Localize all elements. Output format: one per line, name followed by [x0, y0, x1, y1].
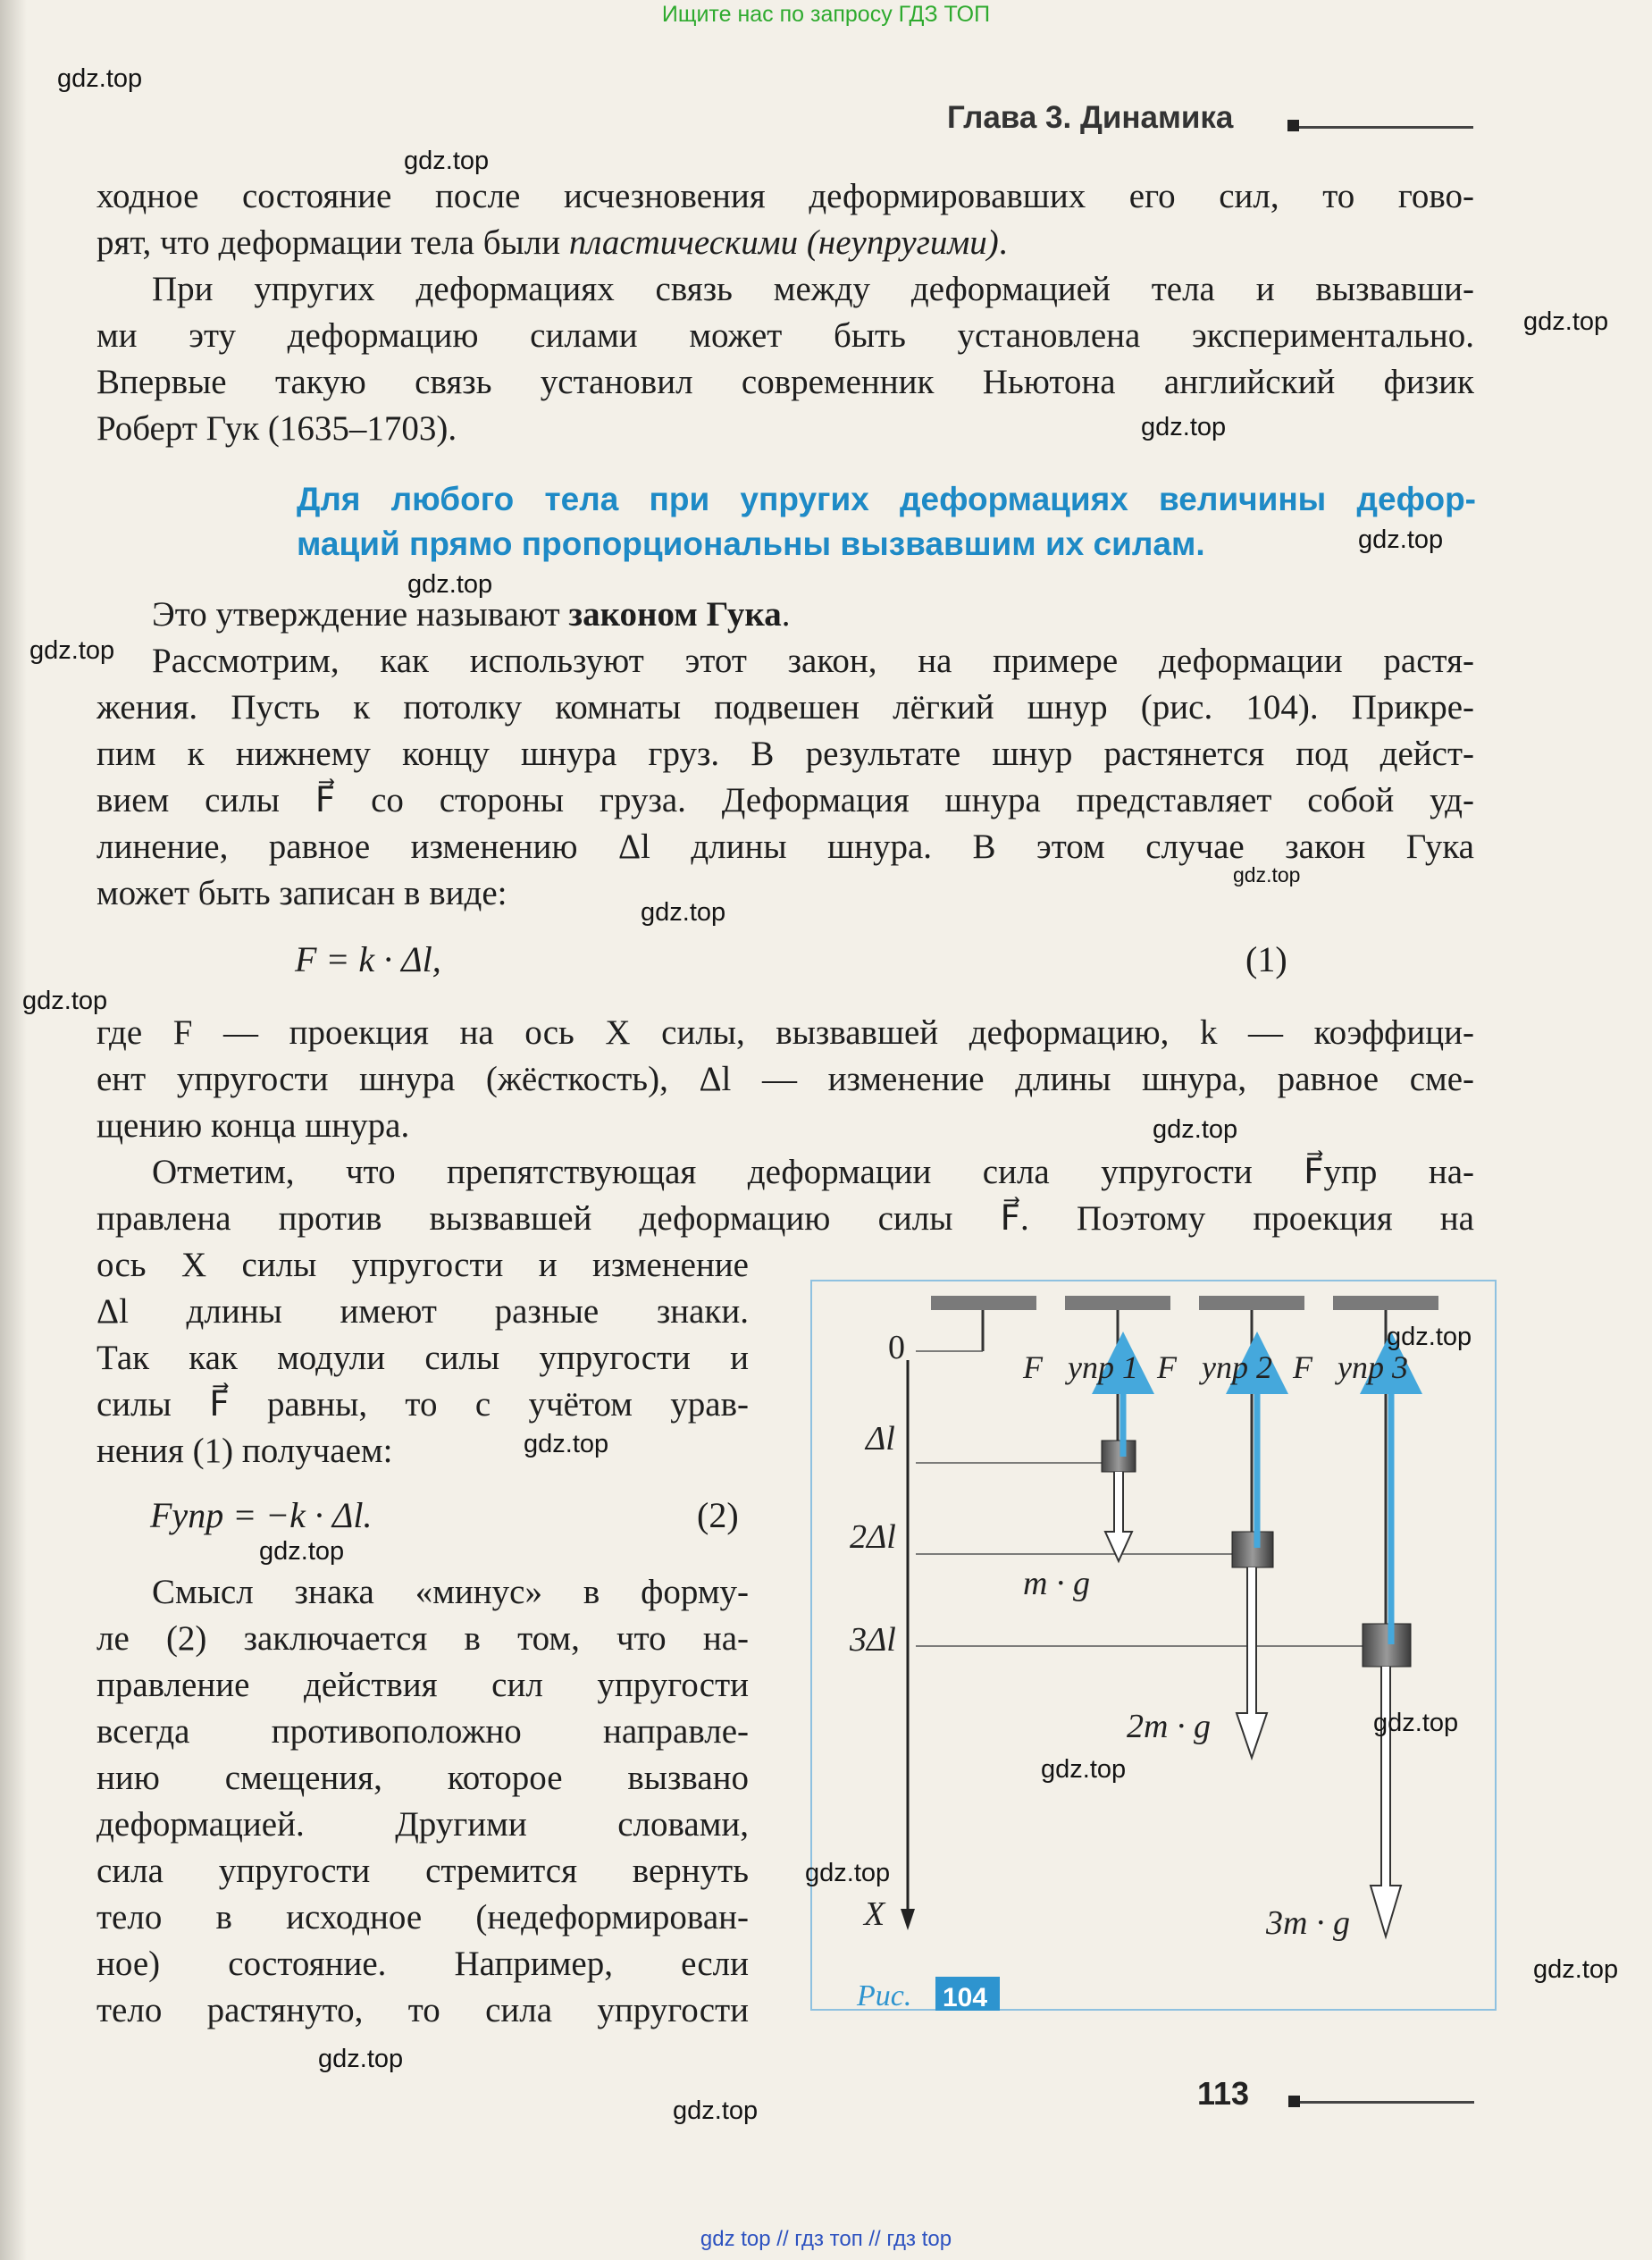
force-label: F⃗упр 3	[1293, 1349, 1408, 1385]
text-line: Отметим, что препятствующая деформации сила упругости F⃗упр на-	[152, 1153, 1474, 1191]
text-line: вием силы F⃗ со стороны груза. Деформация шнура представляет собой уд-	[96, 781, 1474, 819]
watermark[interactable]: gdz.top	[29, 636, 115, 665]
header-square	[1287, 120, 1299, 131]
header-rule	[1299, 126, 1473, 129]
text-line: силы F⃗ равны, то с учётом урав-	[96, 1385, 749, 1424]
watermark[interactable]: gdz.top	[404, 147, 490, 175]
force-label: F⃗упр 2	[1157, 1349, 1272, 1385]
watermark[interactable]: gdz.top	[1233, 863, 1301, 886]
watermark[interactable]: gdz.top	[22, 987, 108, 1015]
text-line: ось X силы упругости и изменение	[96, 1246, 749, 1284]
page-number: 113	[1197, 2075, 1250, 2112]
watermark[interactable]: gdz.top	[1373, 1709, 1459, 1737]
text-line: правлена против вызвавшей деформацию силы F⃗. Поэтому проекция на	[96, 1199, 1474, 1238]
text-line: ле (2) заключается в том, что на-	[96, 1619, 749, 1658]
text-line: Впервые такую связь установил современник Ньютона английский физик	[96, 363, 1474, 401]
footer-rule	[1300, 2101, 1474, 2104]
text-line: деформацией. Другими словами,	[96, 1805, 749, 1844]
watermark[interactable]: gdz.top	[524, 1430, 609, 1458]
ceiling-segment	[931, 1296, 1036, 1310]
text-line: Это утверждение называют законом Гука.	[152, 595, 791, 634]
text-line: ент упругости шнура (жёсткость), Δl — изменение длины шнура, равное сме-	[96, 1060, 1474, 1098]
watermark[interactable]: gdz.top	[641, 898, 726, 927]
chapter-header: Глава 3. Динамика	[947, 100, 1234, 135]
watermark[interactable]: gdz.top	[1153, 1115, 1238, 1144]
text-line: где F — проекция на ось X силы, вызвавшей деформацию, k — коэффици-	[96, 1013, 1474, 1052]
tick-label: Δl	[866, 1420, 895, 1458]
formula-2-number: (2)	[697, 1495, 739, 1535]
weight-label: m · g⃗	[1023, 1565, 1117, 1602]
text-line: ми эту деформацию силами может быть установлена экспериментально.	[96, 316, 1474, 355]
bottom-banner[interactable]: gdz top // гдз топ // гдз top	[700, 2227, 952, 2251]
text-line: тело в исходное (недеформирован-	[96, 1898, 749, 1937]
text-line: Δl длины имеют разные знаки.	[96, 1292, 749, 1331]
watermark[interactable]: gdz.top	[1141, 413, 1227, 441]
watermark[interactable]: gdz.top	[1387, 1323, 1472, 1351]
text-line: Рассмотрим, как используют этот закон, на примере деформации растя-	[152, 642, 1474, 680]
text-line: щению конца шнура.	[96, 1106, 410, 1145]
watermark[interactable]: gdz.top	[805, 1859, 891, 1887]
formula-1-number: (1)	[1245, 939, 1287, 979]
force-gravity-3	[1371, 1667, 1401, 1937]
text-line: правление действия сил упругости	[96, 1666, 749, 1704]
text-line: Смысл знака «минус» в форму-	[152, 1573, 749, 1611]
text-line: пим к нижнему концу шнура груз. В результате шнур растянется под дейст-	[96, 735, 1474, 773]
weight-2	[1232, 1532, 1273, 1567]
text-line: сила упругости стремится вернуть	[96, 1852, 749, 1890]
text-line: тело растянуто, то сила упругости	[96, 1991, 749, 2029]
tick-label: 3Δl	[850, 1621, 896, 1659]
text-line: При упругих деформациях связь между деформацией тела и вызвавши-	[152, 270, 1474, 308]
page-binding-shadow	[0, 0, 27, 2260]
text-line: рят, что деформации тела были пластическими (неупругими).	[96, 223, 1008, 262]
weight-3	[1363, 1624, 1411, 1667]
ceiling-segment	[1065, 1296, 1170, 1310]
text-line: нию смещения, которое вызвано	[96, 1759, 749, 1797]
watermark[interactable]: gdz.top	[57, 64, 143, 93]
top-banner[interactable]: Ищите нас по запросу ГДЗ ТОП	[661, 2, 991, 27]
force-label: F⃗упр 1	[1023, 1349, 1138, 1385]
watermark[interactable]: gdz.top	[318, 2045, 404, 2073]
watermark[interactable]: gdz.top	[673, 2096, 759, 2125]
force-gravity-2	[1237, 1567, 1267, 1758]
figure-number: 104	[943, 1983, 988, 2011]
weight-1	[1102, 1441, 1136, 1472]
weight-label: 3m · g⃗	[1266, 1904, 1377, 1942]
watermark[interactable]: gdz.top	[1533, 1955, 1619, 1984]
text-line: линение, равное изменению Δl длины шнура. В этом случае закон Гука	[96, 828, 1474, 866]
text-line: нения (1) получаем:	[96, 1432, 393, 1470]
watermark[interactable]: gdz.top	[259, 1537, 345, 1566]
formula-2: Fупр = −k · Δl.	[150, 1495, 373, 1535]
figure-caption: Рис.	[857, 1979, 912, 2011]
formula-1: F = k · Δl,	[295, 939, 441, 979]
law-statement: Для любого тела при упругих деформациях величины дефор-	[297, 481, 1476, 517]
text-line: Так как модули силы упругости и	[96, 1339, 749, 1377]
footer-square	[1288, 2096, 1300, 2107]
tick-label: 2Δl	[850, 1518, 896, 1556]
force-gravity-1	[1105, 1472, 1132, 1561]
figure-104	[810, 1280, 1497, 2011]
axis-origin-label: 0	[888, 1329, 905, 1366]
text-line: Роберт Гук (1635–1703).	[96, 409, 457, 448]
watermark[interactable]: gdz.top	[1358, 525, 1444, 554]
axis-label: X	[864, 1895, 885, 1933]
watermark[interactable]: gdz.top	[407, 570, 493, 599]
weight-label: 2m · g⃗	[1127, 1708, 1237, 1745]
ceiling-segment	[1199, 1296, 1304, 1310]
law-statement: маций прямо пропорциональны вызвавшим их силам.	[297, 525, 1205, 562]
text-line: всегда противоположно направле-	[96, 1712, 749, 1751]
text-line: ное) состояние. Например, если	[96, 1945, 749, 1983]
text-line: может быть записан в виде:	[96, 874, 507, 912]
watermark[interactable]: gdz.top	[1523, 307, 1609, 336]
text-line: жения. Пусть к потолку комнаты подвешен лёгкий шнур (рис. 104). Прикре-	[96, 688, 1474, 727]
x-axis-arrow	[901, 1909, 915, 1930]
ceiling-segment	[1333, 1296, 1438, 1310]
watermark[interactable]: gdz.top	[1041, 1755, 1127, 1784]
text-line: ходное состояние после исчезновения деформировавших его сил, то гово-	[96, 177, 1474, 215]
